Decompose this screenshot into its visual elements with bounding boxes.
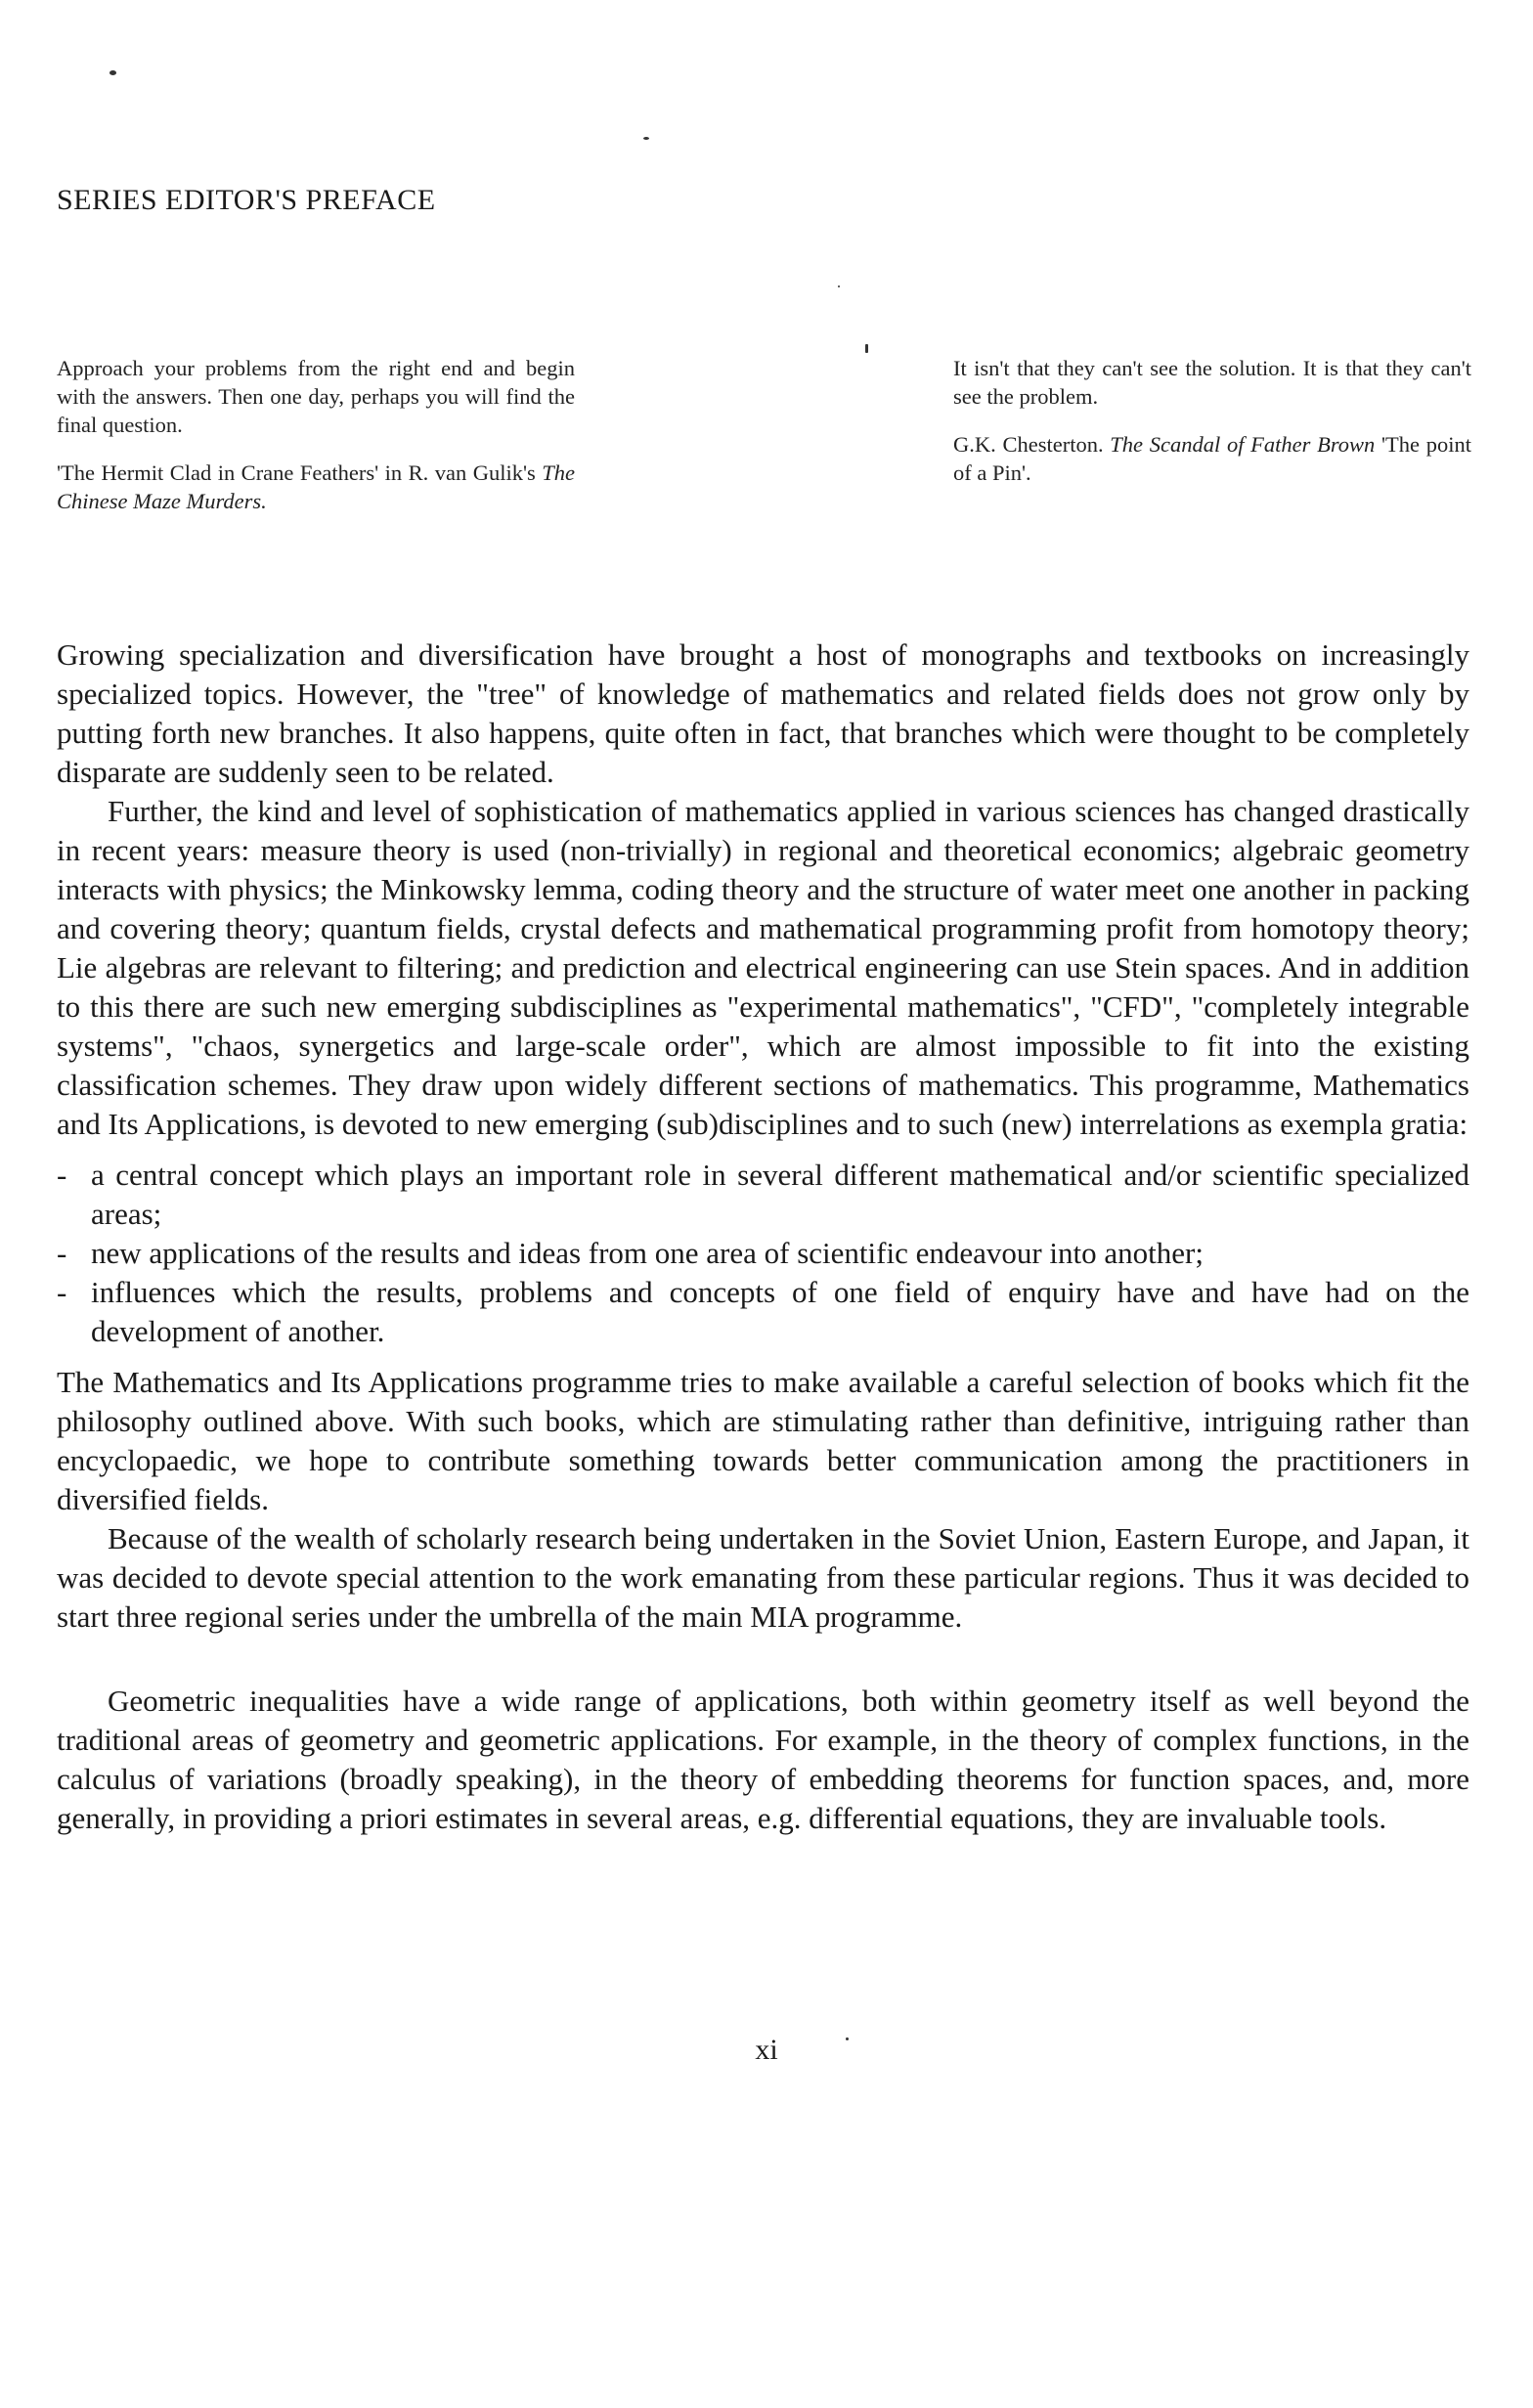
list-item xyxy=(57,1273,1469,1351)
epigraph-left xyxy=(57,354,575,515)
list-item-text: influences which the results, problems and concepts of one field of enquiry have and have had on the development of another. xyxy=(91,1275,1469,1348)
paragraph-4: Because of the wealth of scholarly research being undertaken in the Soviet Union, Eastern Europe, and Japan, it was decided to devote special attention to the work emanating from these particular regions. Thus it was decided to start three regional series under the umbrella of the main MIA programme. xyxy=(57,1521,1469,1634)
page-title: SERIES EDITOR'S PREFACE xyxy=(57,184,436,216)
scan-speck xyxy=(110,70,116,75)
epigraph-right-attribution xyxy=(953,430,1471,487)
list-dash: - xyxy=(57,1158,67,1192)
list-dash: - xyxy=(57,1275,67,1309)
list-item-text: new applications of the results and ideas from one area of scientific endeavour into another; xyxy=(91,1236,1204,1270)
paragraph-1: Growing specialization and diversification have brought a host of monographs and textbooks on increasingly specialized topics. However, the "tree" of knowledge of mathematics and related fields does not grow only by putting forth new branches. It also happens, quite often in fact, that branches which were thought to be completely disparate are suddenly seen to be related. xyxy=(57,637,1469,789)
epigraph-right xyxy=(953,354,1471,487)
epigraph-right-quote: It isn't that they can't see the solution. It is that they can't see the problem. xyxy=(953,356,1471,409)
scan-speck xyxy=(643,137,649,140)
epigraph-left-book-title: The Chinese Maze Murders. xyxy=(57,460,575,513)
list-dash: - xyxy=(57,1236,67,1270)
scan-speck xyxy=(838,285,840,287)
list-item-text: a central concept which plays an important role in several different mathematical and/or scientific specialized areas; xyxy=(91,1158,1469,1231)
epigraph-right-attribution-suffix: 'The point of a Pin'. xyxy=(953,432,1471,485)
epigraph-left-quote: Approach your problems from the right end and begin with the answers. Then one day, perhaps you will find the final question. xyxy=(57,356,575,437)
paragraph-2: Further, the kind and level of sophistication of mathematics applied in various sciences has changed drastically in recent years: measure theory is used (non-trivially) in regional and theoretical economics; algebraic geometry interacts with physics; the Minkowsky lemma, coding theory and the structure of water meet one another in packing and covering theory; quantum fields, crystal defects and mathematical programming profit from homotopy theory; Lie algebras are relevant to filtering; and prediction and electrical engineering can use Stein spaces. And in addition to this there are such new emerging subdisciplines as "experimental mathematics", "CFD", "completely integrable systems", "chaos, synergetics and large-scale order", which are almost impossible to fit into the existing classification schemes. They draw upon widely different sections of mathematics. This programme, Mathematics and Its Applications, is devoted to new emerging (sub)disciplines and to such (new) interrelations as exempla gratia: xyxy=(57,794,1469,1141)
paragraph-5: Geometric inequalities have a wide range of applications, both within geometry itself as well beyond the traditional areas of geometry and geometric applications. For example, in the theory of complex functions, in the calculus of variations (broadly speaking), in the theory of embedding theorems for function spaces, and, more generally, in providing a priori estimates in several areas, e.g. differential equations, they are invaluable tools. xyxy=(57,1684,1469,1835)
epigraph-right-attribution-prefix: G.K. Chesterton. xyxy=(953,432,1111,457)
epigraph-left-attribution xyxy=(57,459,575,515)
body-text xyxy=(57,635,1469,1838)
scan-speck xyxy=(865,344,868,353)
epigraph-right-book-title: The Scandal of Father Brown xyxy=(1110,432,1376,457)
epigraph-left-attribution-prefix: 'The Hermit Clad in Crane Feathers' in R. van Gulik's xyxy=(57,460,543,485)
bullet-list xyxy=(57,1156,1469,1351)
paragraph-3: The Mathematics and Its Applications programme tries to make available a careful selection of books which fit the philosophy outlined above. With such books, which are stimulating rather than definitive, intriguing rather than encyclopaedic, we hope to contribute something towards better communication among the practitioners in diversified fields. xyxy=(57,1365,1469,1516)
page-number: xi xyxy=(755,2034,778,2066)
list-item xyxy=(57,1234,1469,1273)
list-item xyxy=(57,1156,1469,1234)
